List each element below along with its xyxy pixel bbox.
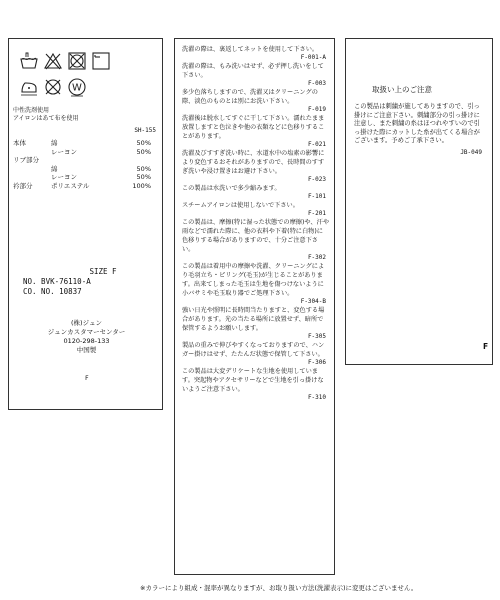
comp-material: レーヨン (51, 147, 77, 156)
no-dry-clean-icon (43, 77, 63, 97)
iron-low-icon (19, 77, 39, 97)
comp-material: ポリエステル (51, 181, 90, 190)
composition-row (13, 182, 153, 191)
hand-wash-icon (19, 51, 39, 71)
warning-code: F-001-A (300, 54, 326, 61)
customer-center: ジュンカスタマーセンター (47, 328, 126, 336)
warning-item (182, 45, 329, 62)
warning-text: 洗濯の際は、もみ洗いはせず、必ず押し洗いをして下さい。 (182, 63, 324, 79)
notice-title: 取扱い上のご注意 (372, 85, 432, 94)
comp-part: 衿部分 (13, 181, 33, 190)
warning-text: 洗濯の際は、裏返してネットを使用して下さい。 (182, 46, 319, 53)
warning-text: この製品は大変デリケートな生地を使用しています。突起物やアクセサリーなどで生地を引っ掛けないようご注意下さい。 (182, 368, 324, 393)
phone-number: 0120-298-133 (63, 337, 110, 345)
comp-percent (111, 156, 151, 165)
composition-row (13, 165, 153, 174)
warning-text: 製品の重みで伸びやすくなっておりますので、ハンガー掛けはせず、たたんだ状態で保管して下さい。 (182, 342, 325, 358)
warning-text: この製品は、摩擦(特に湿った状態での摩擦)や、汗や雨などで濡れた際に、他の衣料や下着(特に白物)に色移りする場合がありますので、十分ご注意下さい。 (182, 219, 330, 253)
warning-item (182, 218, 329, 262)
warning-list (182, 45, 329, 402)
care-note-line1: 中性洗剤使用 (13, 107, 50, 114)
country-of-origin: 中国製 (76, 346, 97, 354)
warning-text: 多少色落ちしますので、洗濯又はクリーニングの際、淡色のものとは別にお洗い下さい。 (182, 89, 318, 105)
care-symbols (19, 51, 129, 103)
composition-table (13, 139, 153, 190)
composition-row (13, 148, 153, 157)
warning-text: 洗濯及びすすぎ洗い時に、水道水中の塩素の影響により変色するおそれがありますので、長時間のすすぎ洗いや浸け置きはお避け下さい。 (182, 150, 325, 175)
warning-item (182, 184, 329, 201)
care-warnings-label (174, 38, 335, 575)
company-name: (株)ジュン (71, 319, 102, 327)
warning-code: F-101 (307, 193, 326, 200)
comp-material: 綿 (51, 164, 58, 173)
composition-row (13, 156, 153, 165)
comp-material: 綿 (51, 139, 58, 147)
warning-code: F-304-B (300, 298, 326, 305)
notice-body: この製品は刺繍が施してありますので、引っ掛けにご注意下さい。刺繍部分の引っ掛けに注意し、また刺繍の糸はほつれやすいので引っ掛けた際にカットした糸が出てくる場合がございます。予めご了承下さい。 (354, 103, 480, 144)
comp-part (13, 165, 51, 174)
warning-text: 強い日光や照明に長時間当たりますと、変色する場合があります。光の当たる場所に放置せず、暗所で保管するようお願いします。 (182, 307, 325, 332)
warning-item (182, 262, 329, 306)
comp-percent: 50% (136, 139, 151, 147)
warning-item (182, 306, 329, 341)
warning-item (182, 88, 329, 114)
size-text: SIZE F (89, 267, 117, 276)
no-tumble-dry-icon (67, 51, 87, 71)
footnote: ※カラーにより組成・混率が異なりますが、お取り扱い方法(洗濯表示)に変更はございません。 (140, 584, 418, 592)
composition-row (13, 173, 153, 182)
comp-percent: 50% (136, 164, 151, 173)
warning-code: F-302 (307, 254, 326, 261)
warning-text: この製品は水洗いで多少縮みます。 (182, 185, 281, 192)
color-number: CO. NO. 10837 (23, 287, 82, 296)
warning-item (182, 201, 329, 218)
composition-row (13, 139, 153, 148)
f-mark: F (85, 375, 89, 382)
warning-text: この製品は着用中の摩擦や洗濯、クリーニングにより毛羽立ち・ピリング(毛玉)が生じることがあります。出来てしまった毛玉は生地を傷つけないように小バサミや毛玉取り器でご処理下さい。 (182, 263, 325, 297)
warning-code: F-305 (307, 333, 326, 340)
comp-percent: 50% (136, 173, 151, 181)
handling-notice-label (345, 38, 493, 365)
warning-text: スチームアイロンは使用しないで下さい。 (182, 202, 299, 209)
comp-material (51, 156, 111, 165)
warning-item (182, 114, 329, 149)
warning-item (182, 149, 329, 184)
label-code: SH-155 (134, 127, 156, 134)
comp-part: リブ部分 (13, 156, 39, 164)
care-note-line2: アイロンはあて布を使用 (13, 115, 79, 122)
company-info (19, 319, 154, 355)
line-dry-icon (91, 51, 111, 71)
warning-code: F-021 (307, 141, 326, 148)
wet-clean-w-icon (67, 77, 87, 97)
warning-code: F-003 (307, 80, 326, 87)
warning-item (182, 367, 329, 402)
product-info (23, 267, 153, 297)
warning-item (182, 62, 329, 88)
warning-text: 洗濯後は脱水してすぐに干して下さい。濡れたまま放置しますと色泣きや他の衣類などに色移りすることがあります。 (182, 115, 325, 140)
care-note (13, 107, 158, 123)
product-number: NO. BVK-76110-A (23, 277, 91, 286)
comp-material: レーヨン (51, 173, 77, 181)
comp-part: 本体 (13, 139, 26, 147)
warning-item (182, 341, 329, 367)
warning-code: F-310 (307, 394, 326, 401)
no-bleach-icon (43, 51, 63, 71)
svg-text:W: W (72, 82, 82, 94)
warning-code: F-019 (307, 106, 326, 113)
comp-percent: 100% (132, 181, 151, 190)
comp-percent: 50% (136, 147, 151, 156)
warning-code: F-306 (307, 359, 326, 366)
f-mark: F (483, 342, 489, 351)
notice-code: JB-049 (460, 149, 482, 156)
care-label-main (8, 38, 163, 410)
warning-code: F-023 (307, 176, 326, 183)
comp-part (13, 173, 51, 182)
warning-code: F-201 (307, 210, 326, 217)
comp-part (13, 148, 51, 157)
